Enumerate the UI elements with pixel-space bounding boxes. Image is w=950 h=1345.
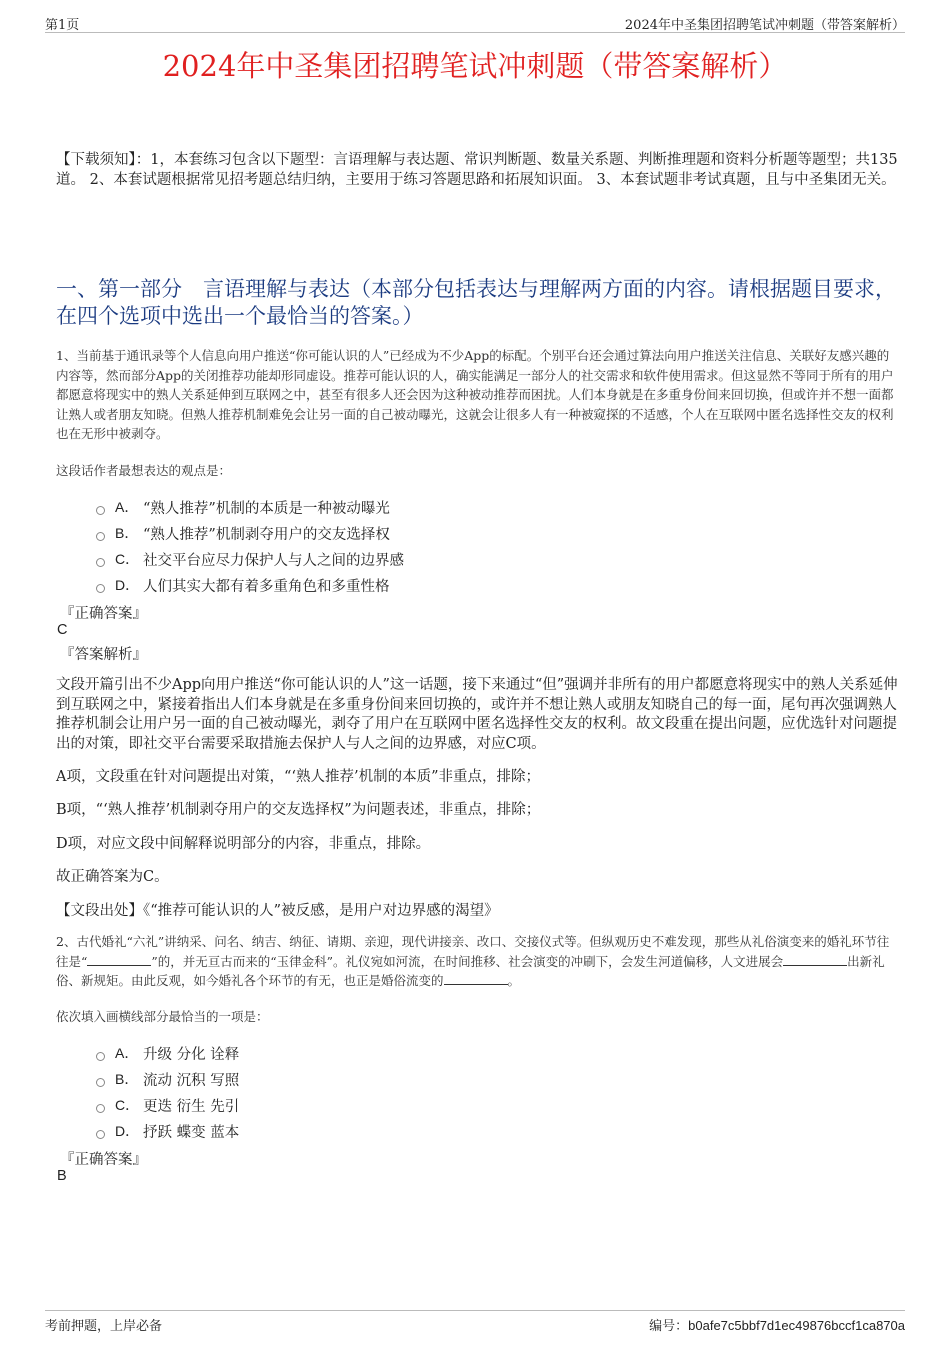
q1-conclusion: 故正确答案为C。 xyxy=(56,869,169,885)
radio-icon[interactable] xyxy=(96,584,105,593)
q1-option-d[interactable]: D． 人们其实大都有着多重角色和多重性格 xyxy=(96,572,404,598)
download-notice: 【下载须知】：1，本套练习包含以下题型：言语理解与表达题、常识判断题、数量关系题、判断推理题和资料分析题等题型；共135道。 2、本套试题根据常见招考题总结归纳，主要用于练习答题思路和拓展知识面。 3、本套试题非考试真题，且与中圣集团无关。 xyxy=(56,152,898,188)
q1-note-a: A项，文段重在针对问题提出对策，“‘熟人推荐’机制的本质”非重点，排除； xyxy=(56,769,541,785)
fill-blank-2 xyxy=(783,953,847,966)
question-2-options xyxy=(96,1040,239,1144)
q1-note-d: D项，对应文段中间解释说明部分的内容，非重点，排除。 xyxy=(56,836,431,852)
section-title: 一、第一部分 言语理解与表达（本部分包括表达与理解两方面的内容。请根据题目要求，在四个选项中选出一个最恰当的答案。） xyxy=(56,277,896,328)
document-title: 2024年中圣集团招聘笔试冲刺题（带答案解析） xyxy=(162,49,788,83)
header-doc-title: 2024年中圣集团招聘笔试冲刺题（带答案解析） xyxy=(624,18,905,33)
q2-answer: B xyxy=(57,1168,67,1184)
q1-option-c[interactable]: C． 社交平台应尽力保护人与人之间的边界感 xyxy=(96,546,404,572)
q1-answer-label: 『正确答案』 xyxy=(60,606,147,622)
question-2-prompt: 依次填入画横线部分最恰当的一项是： xyxy=(56,1009,269,1024)
q1-option-a[interactable]: A． “熟人推荐”机制的本质是一种被动曝光 xyxy=(96,494,404,520)
page-footer xyxy=(45,1310,905,1334)
radio-icon[interactable] xyxy=(96,1104,105,1113)
radio-icon[interactable] xyxy=(96,532,105,541)
question-1-text: 1、当前基于通讯录等个人信息向用户推送“你可能认识的人”已经成为不少App的标配。个别平台还会通过算法向用户推送关注信息、关联好友感兴趣的内容等，然而部分App的关闭推荐功能却形同虚设。推荐可能认识的人，确实能满足一部分人的社交需求和软件使用需求。但这显然不等同于所有的用户都愿意将现实中的熟人关系延伸到互联网之中，甚至有很多人还会因为这种被动推荐而困扰。人们本身就是在多重身份间来回切换，但或许并不想一面都让熟人或者朋友知晓。但熟人推荐机制难免会让另一面的自己被动曝光，这就会让很多人有一种被窥探的不适感，个人在互联网中匿名选择性交友的权利也在无形中被剥夺。 xyxy=(56,348,894,441)
question-2-text: 2、古代婚礼“六礼”讲纳采、问名、纳吉、纳征、请期、亲迎，现代讲接亲、改口、交接仪式等。但纵观历史不难发现，那些从礼俗演变来的婚礼环节往往是“ ”的，并无亘古而来的“玉律金科”。礼仪宛如河流，在时间推移、社会演变的冲刷下，会发生河道偏移，人文进展会 出新礼俗、新规矩。由此反观，如今婚礼各个环节的有无，也正是婚俗流变的 。 xyxy=(56,934,890,988)
radio-icon[interactable] xyxy=(96,1130,105,1139)
q2-answer-label: 『正确答案』 xyxy=(60,1152,147,1168)
radio-icon[interactable] xyxy=(96,1052,105,1061)
q1-analysis-label: 『答案解析』 xyxy=(60,647,147,663)
q2-option-d[interactable]: D． 抒跃 蝶变 蓝本 xyxy=(96,1118,239,1144)
q2-option-a[interactable]: A． 升级 分化 诠释 xyxy=(96,1040,239,1066)
fill-blank-1 xyxy=(87,953,151,966)
q2-option-b[interactable]: B． 流动 沉积 写照 xyxy=(96,1066,239,1092)
radio-icon[interactable] xyxy=(96,506,105,515)
radio-icon[interactable] xyxy=(96,558,105,567)
page-number: 第1页 xyxy=(45,18,80,33)
fill-blank-3 xyxy=(444,972,508,985)
q1-analysis: 文段开篇引出不少App向用户推送“你可能认识的人”这一话题，接下来通过“但”强调并非所有的用户都愿意将现实中的熟人关系延伸到互联网之中，紧接着指出人们本身就是在多重身份间来回切换的，或许并不想让熟人或朋友知晓自己的每一面，尾句再次强调熟人推荐机制会让用户另一面的自己被动曝光，剥夺了用户在互联网中匿名选择性交友的权利。故文段重在提出问题，应优选针对问题提出的对策，即社交平台需要采取措施去保护人与人之间的边界感，对应C项。 xyxy=(56,677,898,752)
question-1-prompt: 这段话作者最想表达的观点是： xyxy=(56,463,232,478)
q1-note-b: B项，“‘熟人推荐’机制剥夺用户的交友选择权”为问题表述，非重点，排除； xyxy=(56,802,541,818)
q1-answer: C xyxy=(57,622,68,638)
q1-source: 【文段出处】《“推荐可能认识的人”被反感，是用户对边界感的渴望》 xyxy=(56,903,499,919)
question-1-options xyxy=(96,494,404,598)
page-header xyxy=(45,14,905,33)
footer-slogan: 考前押题，上岸必备 xyxy=(45,1319,163,1334)
q1-option-b[interactable]: B． “熟人推荐”机制剥夺用户的交友选择权 xyxy=(96,520,404,546)
radio-icon[interactable] xyxy=(96,1078,105,1087)
q2-option-c[interactable]: C． 更迭 衍生 先引 xyxy=(96,1092,239,1118)
footer-code: 编号：b0afe7c5bbf7d1ec49876bccf1ca870a xyxy=(649,1318,905,1334)
